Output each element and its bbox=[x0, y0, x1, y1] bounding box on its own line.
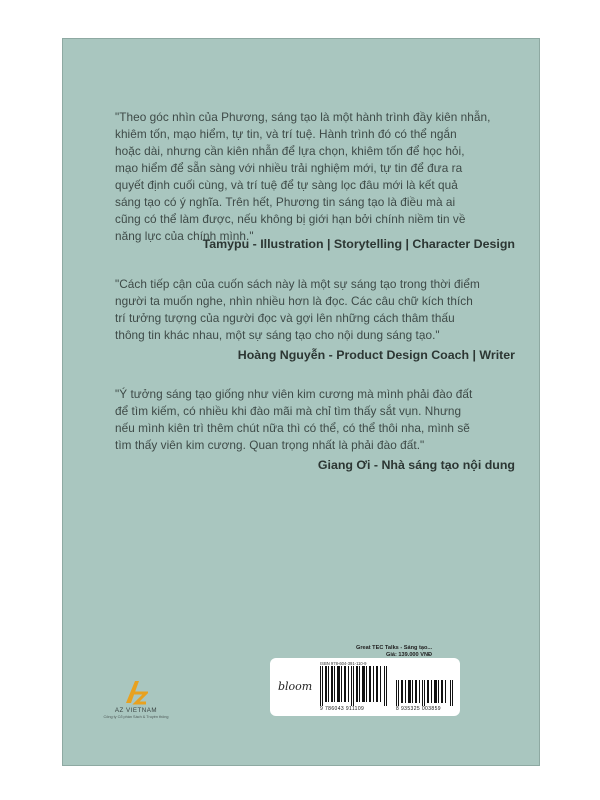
publisher-name: AZ VIETNAM bbox=[114, 707, 158, 714]
back-cover bbox=[62, 38, 540, 766]
imprint-logo: bloom bbox=[278, 680, 313, 693]
quote-2-author: Hoàng Nguyễn - Product Design Coach | Writer bbox=[237, 348, 515, 362]
isbn-number: 9 786043 911109 bbox=[320, 706, 365, 712]
isbn-barcode bbox=[320, 666, 388, 706]
quote-3-author: Giang Ơi - Nhà sáng tạo nội dung bbox=[317, 458, 515, 472]
quote-1-text: "Theo góc nhìn của Phương, sáng tạo là một hành trình đầy kiên nhẫn, khiêm tốn, mạo hiểm, tự tin, và trí tuệ. Hành trình đó có thể ngắn hoặc dài, nhưng cần kiên nhẫn để lựa chọn, khiêm tốn để học hỏi, mạo hiểm để sẵn sàng với nhiều trải nghiệm mới, tự tin để đưa ra quyết định cuối cùng, và trí tuệ để tự sàng lọc đâu mới là kết quả sáng tạo có ý nghĩa. Trên hết, Phương tin sáng tạo là điều mà ai cũng có thể làm được, nếu không bị giới hạn bởi chính niềm tin về năng lực của chính mình." bbox=[115, 110, 491, 243]
isbn-label: ISBN 978-604-391-110-9 bbox=[320, 661, 367, 666]
price-barcode bbox=[396, 680, 454, 706]
price-barcode-number: 8 935325 003859 bbox=[396, 706, 441, 712]
publisher-tagline: Công ty Cổ phần Sách & Truyền thông bbox=[103, 715, 169, 719]
publisher-logo bbox=[91, 679, 181, 719]
price-label: Giá: 139.000 VNĐ bbox=[386, 652, 433, 658]
barcode-panel bbox=[270, 658, 460, 716]
quote-1-author: Tamypu - Illustration | Storytelling | Character Design bbox=[202, 237, 515, 251]
book-title-label: Great TEC Talks - Sáng tạo... bbox=[356, 645, 433, 651]
quote-3-text: "Ý tưởng sáng tạo giống như viên kim cương mà mình phải đào đất để tìm kiếm, có nhiều khi đào mãi mà chỉ tìm thấy sắt vụn. Nhưng nếu mình kiên trì thêm chút nữa thì có thể, có thể thôi nha, mình sẽ tìm thấy viên kim cương. Quan trọng nhất là phải đào đất." bbox=[115, 387, 473, 452]
az-logo-icon bbox=[91, 679, 181, 705]
quote-2-text: "Cách tiếp cận của cuốn sách này là một sự sáng tạo trong thời điểm người ta muốn nghe, nhìn nhiều hơn là đọc. Các câu chữ kích thích trí tưởng tượng của người đọc và gợi lên những cách thâm thấu thông tin khác nhau, một sự sáng tạo cho nội dung sáng tạo." bbox=[115, 277, 480, 342]
